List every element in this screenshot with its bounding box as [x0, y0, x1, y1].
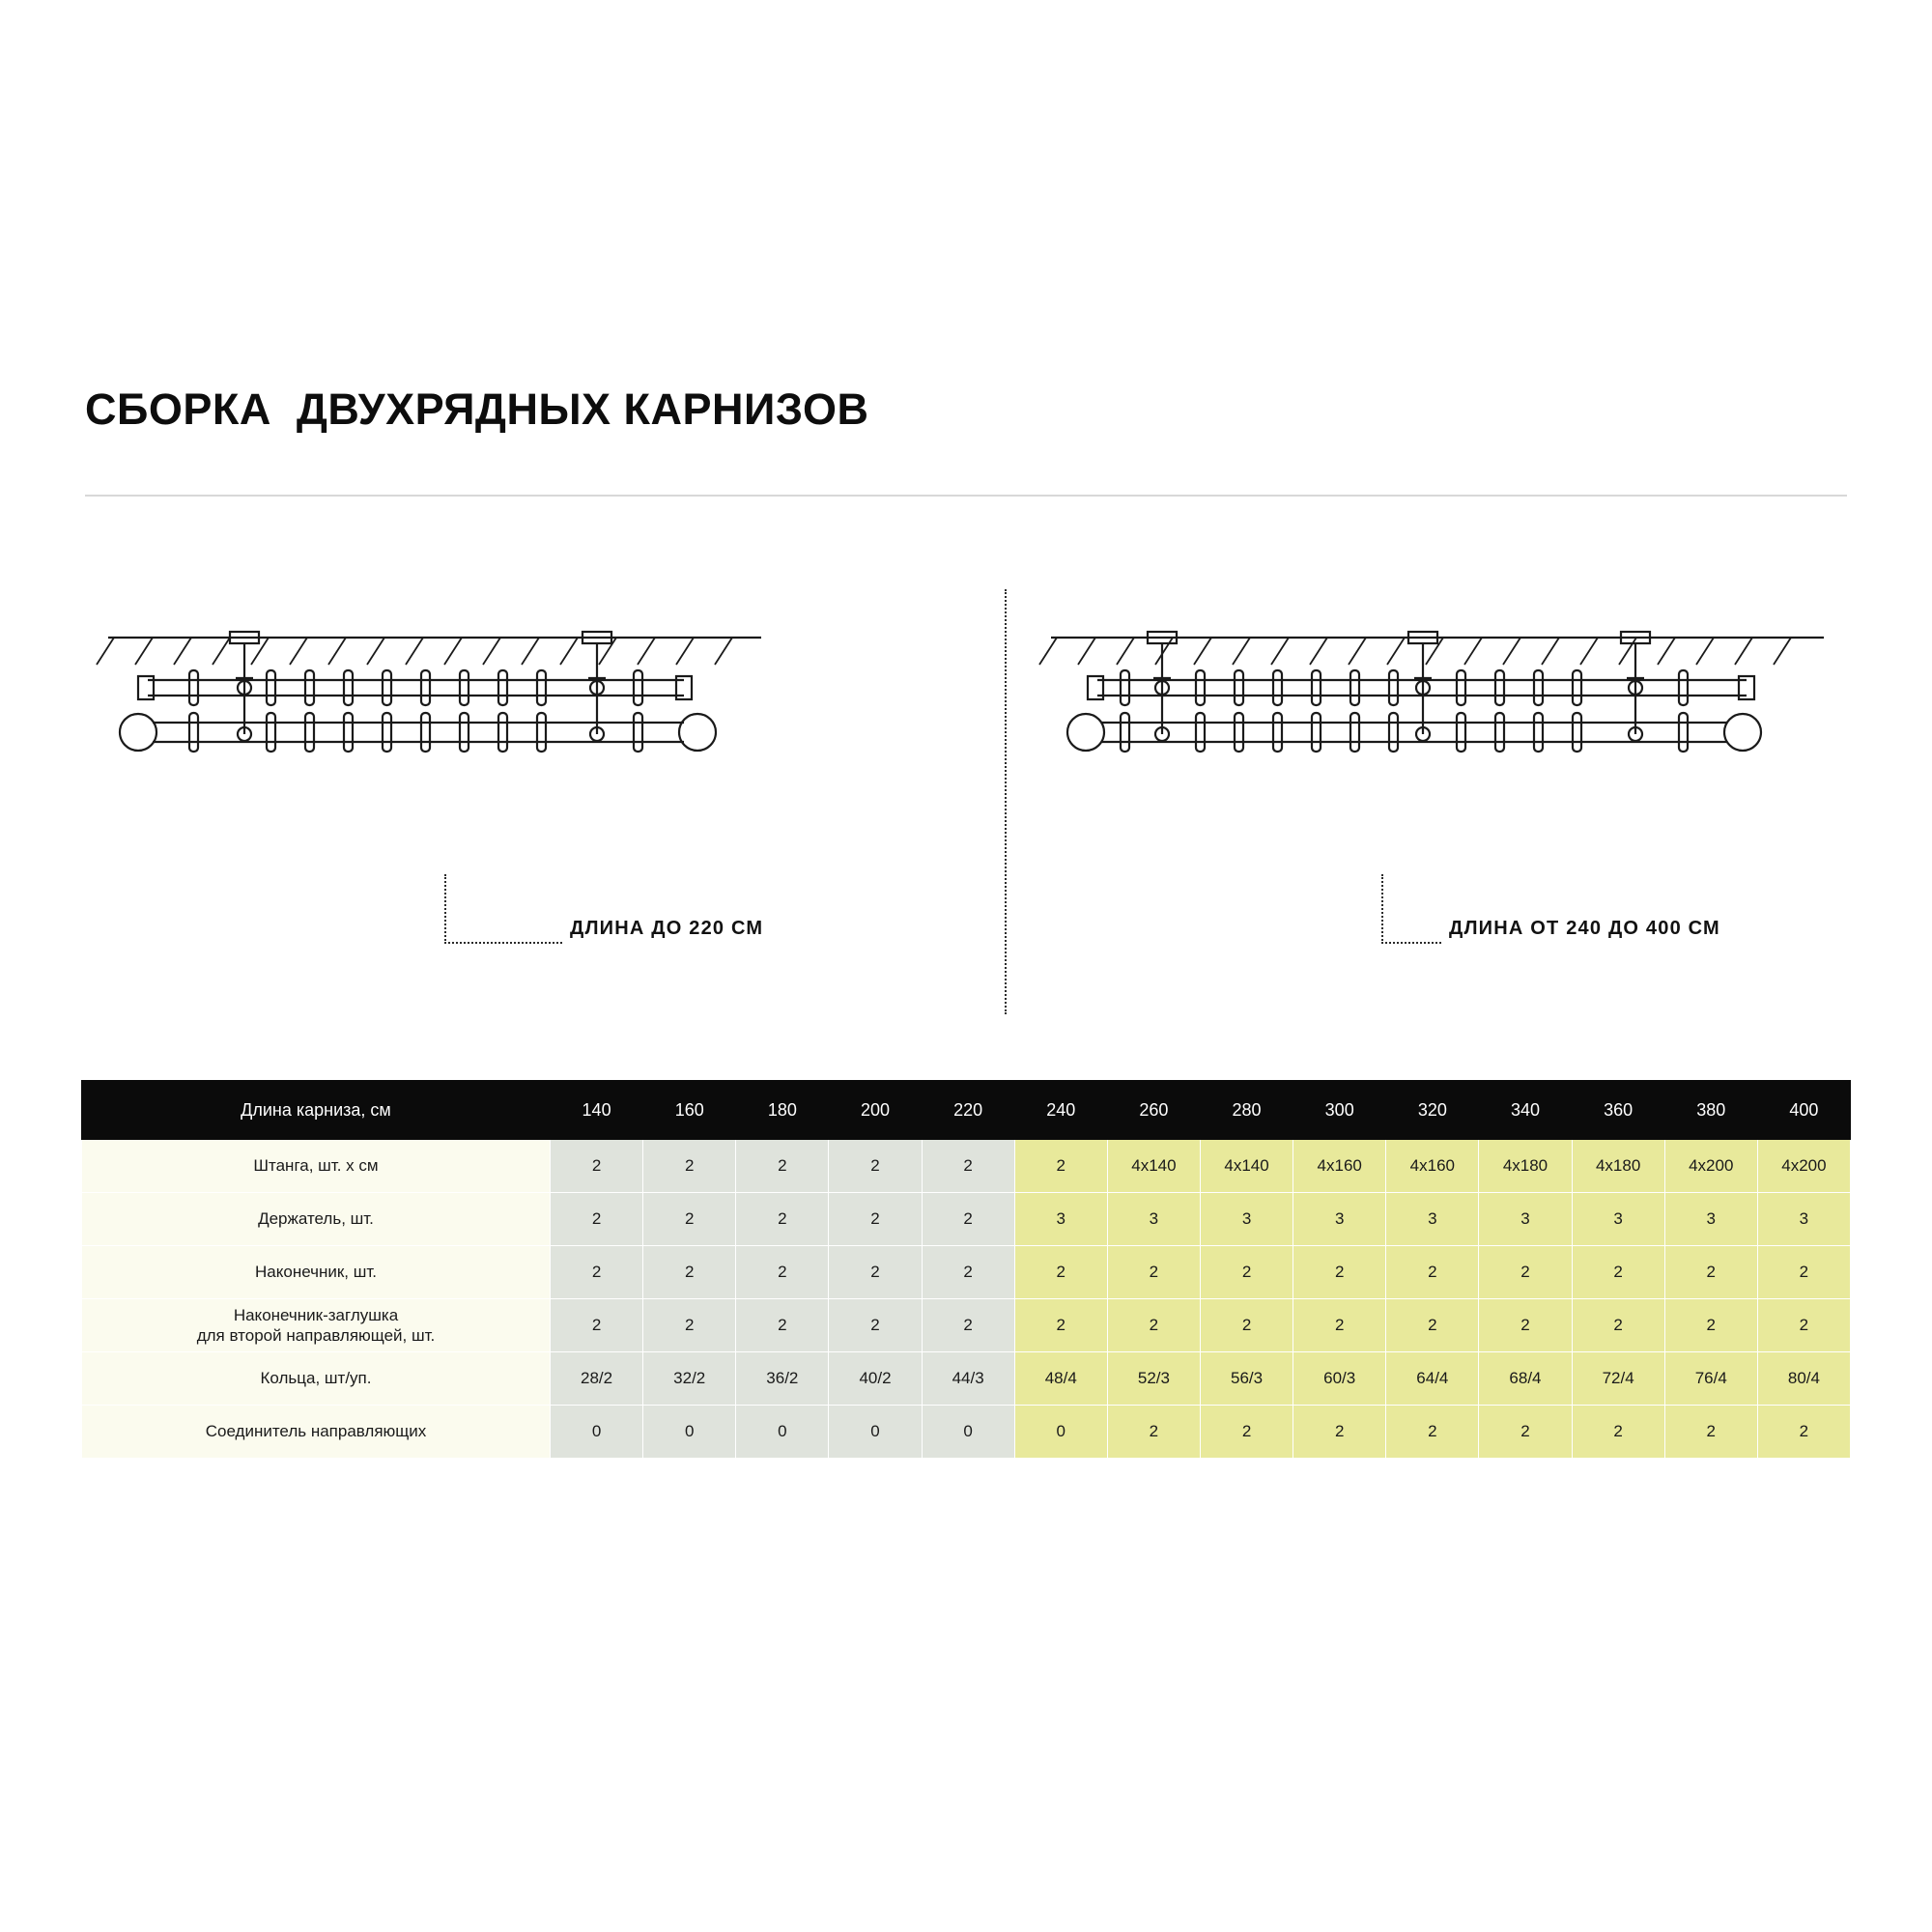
cell-400: 2	[1757, 1299, 1850, 1352]
table-row	[82, 1140, 1851, 1193]
cell-320: 3	[1386, 1193, 1479, 1246]
cell-320: 2	[1386, 1406, 1479, 1459]
cell-160: 2	[643, 1299, 736, 1352]
cell-200: 2	[829, 1140, 922, 1193]
cell-360: 2	[1572, 1406, 1664, 1459]
cell-180: 2	[736, 1246, 829, 1299]
header-length-160: 160	[643, 1081, 736, 1140]
cell-180: 2	[736, 1193, 829, 1246]
title-divider	[85, 495, 1847, 497]
header-length-180: 180	[736, 1081, 829, 1140]
cell-400: 2	[1757, 1246, 1850, 1299]
cell-160: 32/2	[643, 1352, 736, 1406]
cell-140: 2	[551, 1246, 643, 1299]
spec-table	[81, 1080, 1851, 1459]
cell-260: 52/3	[1107, 1352, 1200, 1406]
cell-320: 4х160	[1386, 1140, 1479, 1193]
cell-280: 2	[1200, 1406, 1293, 1459]
cell-280: 3	[1200, 1193, 1293, 1246]
cell-160: 2	[643, 1140, 736, 1193]
cell-400: 3	[1757, 1193, 1850, 1246]
cell-160: 2	[643, 1246, 736, 1299]
left-diagram-caption: ДЛИНА ДО 220 СМ	[570, 918, 764, 939]
cell-180: 36/2	[736, 1352, 829, 1406]
row-label: Кольца, шт/уп.	[82, 1352, 551, 1406]
cell-340: 2	[1479, 1406, 1572, 1459]
cell-160: 2	[643, 1193, 736, 1246]
cell-360: 2	[1572, 1246, 1664, 1299]
header-length-label: Длина карниза, см	[82, 1081, 551, 1140]
cell-400: 4х200	[1757, 1140, 1850, 1193]
cell-140: 2	[551, 1193, 643, 1246]
row-label: Держатель, шт.	[82, 1193, 551, 1246]
header-length-300: 300	[1293, 1081, 1386, 1140]
cell-380: 2	[1664, 1299, 1757, 1352]
cell-340: 2	[1479, 1299, 1572, 1352]
cell-380: 76/4	[1664, 1352, 1757, 1406]
cell-140: 2	[551, 1299, 643, 1352]
cell-340: 2	[1479, 1246, 1572, 1299]
table-row	[82, 1299, 1851, 1352]
page-title: СБОРКА ДВУХРЯДНЫХ КАРНИЗОВ	[85, 384, 869, 434]
table-row	[82, 1246, 1851, 1299]
cell-260: 3	[1107, 1193, 1200, 1246]
table-row	[82, 1193, 1851, 1246]
spec-table-wrap	[81, 1080, 1851, 1459]
cell-340: 68/4	[1479, 1352, 1572, 1406]
cell-240: 0	[1014, 1406, 1107, 1459]
header-length-220: 220	[922, 1081, 1014, 1140]
cell-380: 2	[1664, 1246, 1757, 1299]
cell-360: 72/4	[1572, 1352, 1664, 1406]
cell-380: 2	[1664, 1406, 1757, 1459]
spec-table-body	[82, 1140, 1851, 1459]
row-label: Соединитель направляющих	[82, 1406, 551, 1459]
cell-260: 2	[1107, 1246, 1200, 1299]
cell-280: 56/3	[1200, 1352, 1293, 1406]
table-row	[82, 1406, 1851, 1459]
diagram-divider	[1005, 589, 1007, 1014]
cell-200: 0	[829, 1406, 922, 1459]
cell-220: 2	[922, 1299, 1014, 1352]
cell-140: 0	[551, 1406, 643, 1459]
cell-340: 4х180	[1479, 1140, 1572, 1193]
cell-300: 2	[1293, 1406, 1386, 1459]
cell-240: 48/4	[1014, 1352, 1107, 1406]
cell-220: 2	[922, 1193, 1014, 1246]
cell-340: 3	[1479, 1193, 1572, 1246]
header-length-200: 200	[829, 1081, 922, 1140]
cell-220: 44/3	[922, 1352, 1014, 1406]
table-header-row	[82, 1081, 1851, 1140]
cell-380: 3	[1664, 1193, 1757, 1246]
header-length-340: 340	[1479, 1081, 1572, 1140]
cell-280: 4х140	[1200, 1140, 1293, 1193]
cell-360: 2	[1572, 1299, 1664, 1352]
cell-260: 2	[1107, 1406, 1200, 1459]
cell-300: 2	[1293, 1246, 1386, 1299]
header-length-240: 240	[1014, 1081, 1107, 1140]
row-label: Наконечник-заглушка для второй направляющей, шт.	[82, 1299, 551, 1352]
row-label: Штанга, шт. х см	[82, 1140, 551, 1193]
header-length-260: 260	[1107, 1081, 1200, 1140]
right-caption-bracket	[1381, 874, 1441, 944]
cell-300: 4х160	[1293, 1140, 1386, 1193]
cell-280: 2	[1200, 1299, 1293, 1352]
cell-200: 40/2	[829, 1352, 922, 1406]
cell-240: 2	[1014, 1140, 1107, 1193]
header-length-280: 280	[1200, 1081, 1293, 1140]
header-length-140: 140	[551, 1081, 643, 1140]
cell-260: 4х140	[1107, 1140, 1200, 1193]
row-label: Наконечник, шт.	[82, 1246, 551, 1299]
cell-320: 64/4	[1386, 1352, 1479, 1406]
right-diagram-caption: ДЛИНА ОТ 240 ДО 400 СМ	[1449, 918, 1720, 939]
header-length-380: 380	[1664, 1081, 1757, 1140]
header-length-360: 360	[1572, 1081, 1664, 1140]
cell-280: 2	[1200, 1246, 1293, 1299]
cell-240: 2	[1014, 1299, 1107, 1352]
cell-200: 2	[829, 1246, 922, 1299]
diagram-short-rod	[85, 580, 1847, 1043]
cell-140: 2	[551, 1140, 643, 1193]
cell-180: 0	[736, 1406, 829, 1459]
cell-300: 60/3	[1293, 1352, 1386, 1406]
cell-380: 4х200	[1664, 1140, 1757, 1193]
cell-200: 2	[829, 1193, 922, 1246]
cell-300: 3	[1293, 1193, 1386, 1246]
cell-240: 3	[1014, 1193, 1107, 1246]
cell-180: 2	[736, 1299, 829, 1352]
cell-220: 2	[922, 1246, 1014, 1299]
cell-180: 2	[736, 1140, 829, 1193]
spec-table-head	[82, 1081, 1851, 1140]
left-caption-bracket	[444, 874, 562, 944]
cell-360: 3	[1572, 1193, 1664, 1246]
cell-320: 2	[1386, 1299, 1479, 1352]
cell-400: 2	[1757, 1406, 1850, 1459]
cell-320: 2	[1386, 1246, 1479, 1299]
cell-260: 2	[1107, 1299, 1200, 1352]
cell-400: 80/4	[1757, 1352, 1850, 1406]
cell-300: 2	[1293, 1299, 1386, 1352]
header-length-320: 320	[1386, 1081, 1479, 1140]
cell-220: 2	[922, 1140, 1014, 1193]
cell-140: 28/2	[551, 1352, 643, 1406]
cell-360: 4х180	[1572, 1140, 1664, 1193]
cell-240: 2	[1014, 1246, 1107, 1299]
cell-160: 0	[643, 1406, 736, 1459]
header-length-400: 400	[1757, 1081, 1850, 1140]
table-row	[82, 1352, 1851, 1406]
cell-200: 2	[829, 1299, 922, 1352]
cell-220: 0	[922, 1406, 1014, 1459]
